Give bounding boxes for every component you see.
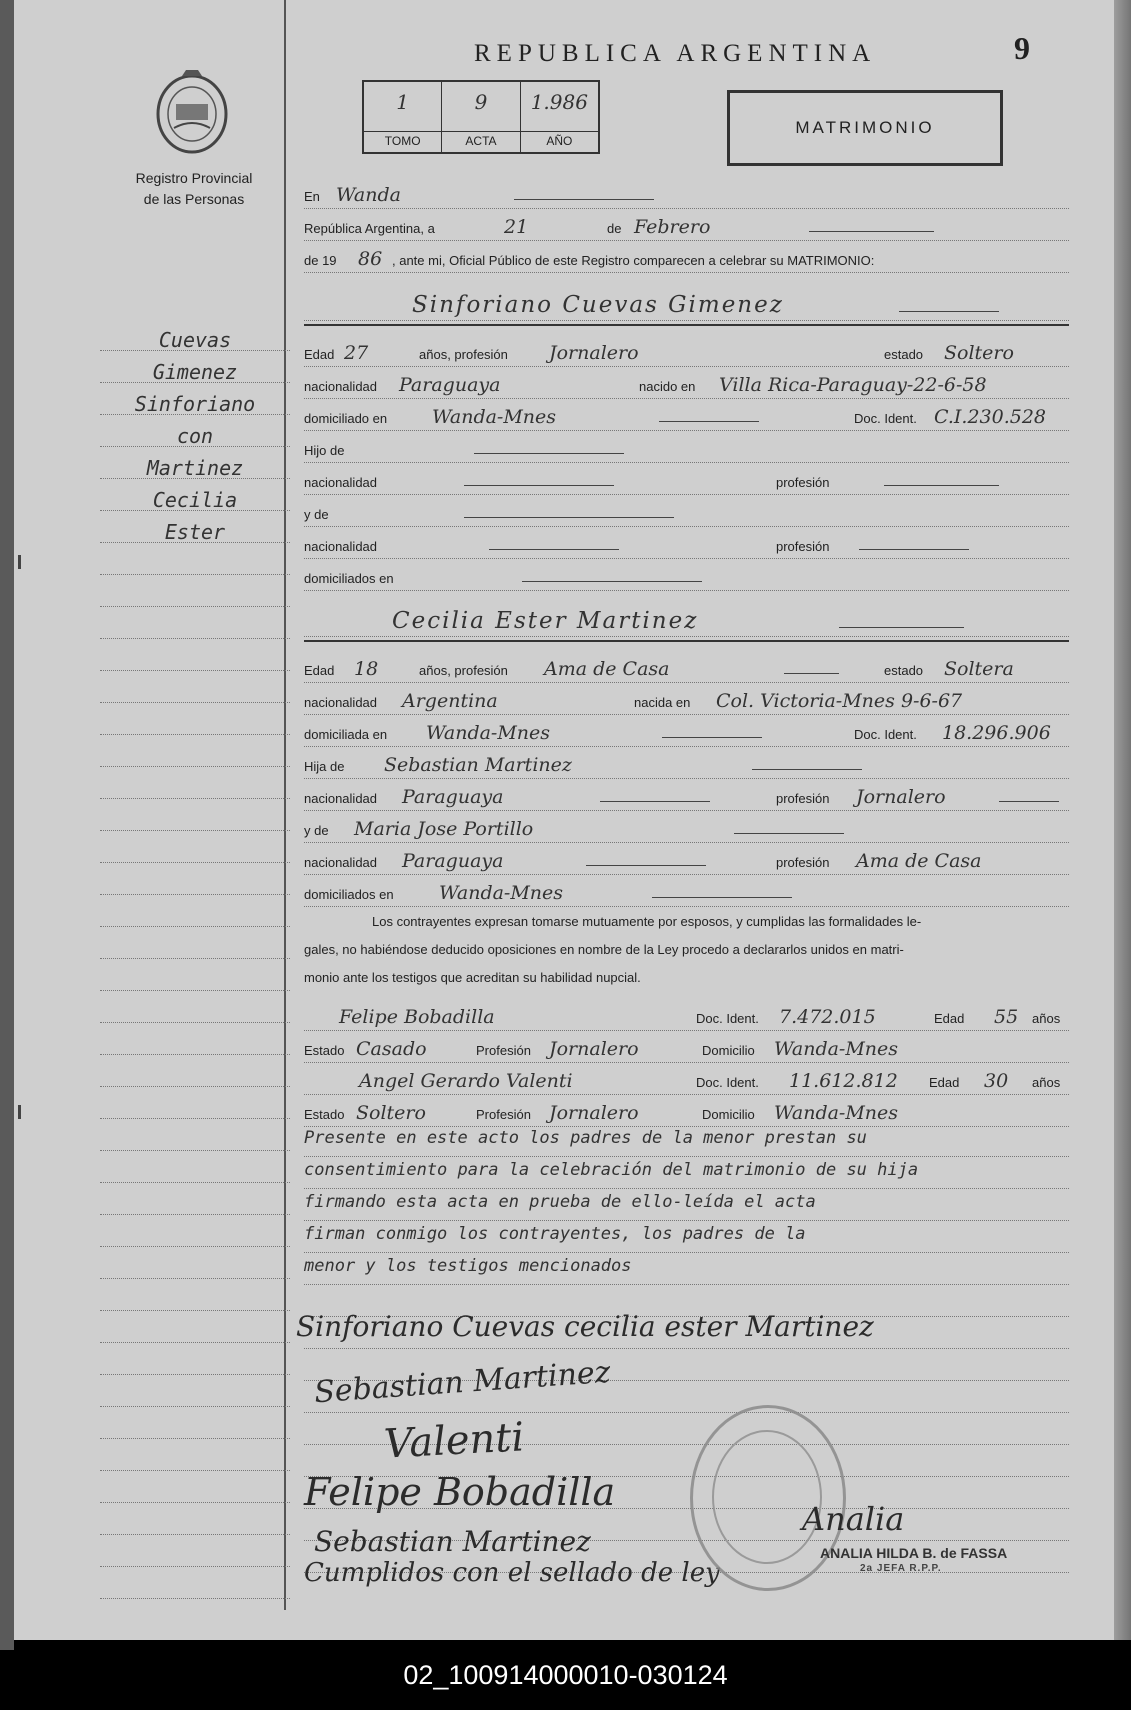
- groom-name: Sinforiano Cuevas Gimenez: [412, 292, 784, 318]
- filler-dash: [489, 549, 619, 550]
- certificate-type-box: MATRIMONIO: [727, 90, 1003, 166]
- bride-parents-domicile: Wanda-Mnes: [439, 882, 564, 904]
- row-bride-father: [304, 748, 1069, 779]
- officer-signature: Analia: [802, 1500, 905, 1538]
- acta-value: 9: [474, 90, 488, 114]
- acta-label: ACTA: [442, 131, 519, 148]
- margin-ruled-line: [100, 990, 290, 991]
- label-estado: Estado: [304, 1107, 345, 1122]
- label-nacionalidad: nacionalidad: [304, 475, 378, 490]
- signature-father: Sebastian Martinez: [313, 1354, 612, 1411]
- row-bride-domicile: [304, 716, 1069, 747]
- bride-status: Soltera: [944, 658, 1014, 680]
- witness-1-status: Casado: [356, 1038, 427, 1060]
- label-profesion: Profesión: [476, 1043, 531, 1058]
- margin-name: Sinforiano: [134, 392, 256, 416]
- ceremony-month: Febrero: [634, 216, 711, 238]
- margin-name: con: [176, 424, 214, 448]
- margin-ruled-line: [100, 1470, 290, 1471]
- margin-ruled-line: [100, 1598, 290, 1599]
- certificate-page: [14, 0, 1114, 1640]
- sealed-note: Cumplidos con el sellado de ley: [304, 1558, 720, 1588]
- label-republica: República Argentina, a: [304, 221, 435, 236]
- official-stamp-inner: [712, 1430, 822, 1564]
- label-doc: Doc. Ident.: [854, 727, 917, 742]
- label-anios-profesion: años, profesión: [419, 663, 508, 678]
- margin-name: Cecilia: [152, 488, 238, 512]
- row-groom-father-nat: [304, 464, 1069, 495]
- witness-2-profession: Jornalero: [549, 1102, 639, 1124]
- margin-ruled-line: [100, 1182, 290, 1183]
- margin-ruled-line: [100, 1374, 290, 1375]
- anio-label: AÑO: [521, 131, 598, 148]
- binding-stitch: [18, 555, 21, 569]
- row-witness-1: [304, 1000, 1069, 1031]
- label-profesion: profesión: [776, 475, 830, 490]
- officer-role: 2a JEFA R.P.P.: [860, 1563, 942, 1574]
- groom-profession: Jornalero: [549, 342, 639, 364]
- margin-ruled-line: [100, 1150, 290, 1151]
- filler-dash: [784, 673, 839, 674]
- registry-name: [104, 168, 284, 210]
- image-caption: 02_100914000010-030124: [403, 1660, 728, 1690]
- label-nacionalidad: nacionalidad: [304, 791, 378, 806]
- filler-dash: [464, 517, 674, 518]
- margin-ruled-line: [100, 574, 290, 575]
- bride-profession: Ama de Casa: [544, 658, 670, 680]
- notes-ruled-line: [304, 1252, 1069, 1253]
- row-groom-nationality: [304, 368, 1069, 399]
- margin-ruled-line: [100, 606, 290, 607]
- officer-name: ANALIA HILDA B. de FASSA: [820, 1545, 1008, 1561]
- book-edge: [1114, 0, 1131, 1640]
- note-line: firmando esta acta en prueba de ello-leída el acta: [304, 1192, 816, 1212]
- groom-status: Soltero: [944, 342, 1014, 364]
- label-profesion: profesión: [776, 855, 830, 870]
- witness-1-age: 55: [994, 1006, 1019, 1028]
- row-bride-nationality: [304, 684, 1069, 715]
- bride-birthplace: Col. Victoria-Mnes 9-6-67: [716, 690, 963, 712]
- label-de: de: [607, 221, 622, 236]
- label-doc: Doc. Ident.: [854, 411, 917, 426]
- label-estado: Estado: [304, 1043, 345, 1058]
- margin-ruled-line: [100, 1118, 290, 1119]
- declaration-line: gales, no habiéndose deducido oposiciones en nombre de la Ley procedo a declararlos unidos en matri-: [304, 942, 904, 957]
- notes-ruled-line: [304, 1348, 1069, 1349]
- margin-ruled-line: [100, 1214, 290, 1215]
- binding-stitch: [18, 1105, 21, 1119]
- margin-column-divider: [284, 0, 286, 1610]
- row-groom-mother: [304, 496, 1069, 527]
- filler-dash: [839, 627, 964, 628]
- row-groom-domicile: [304, 400, 1069, 431]
- bride-father: Sebastian Martinez: [384, 754, 572, 776]
- margin-ruled-line: [100, 862, 290, 863]
- bride-name: Cecilia Ester Martinez: [392, 608, 699, 634]
- label-nacionalidad: nacionalidad: [304, 379, 378, 394]
- row-year: [304, 242, 1069, 273]
- margin-ruled-line: [100, 1534, 290, 1535]
- label-anios: años: [1032, 1075, 1061, 1090]
- witness-1-doc: 7.472.015: [779, 1006, 876, 1028]
- signature-valenti: Valenti: [382, 1414, 526, 1468]
- row-groom-age: [304, 336, 1069, 367]
- margin-ruled-line: [100, 1022, 290, 1023]
- ceremony-year: 86: [358, 248, 383, 270]
- label-year-text: , ante mi, Oficial Público de este Registro comparecen a celebrar su MATRIMONIO:: [392, 253, 875, 268]
- witness-1-profession: Jornalero: [549, 1038, 639, 1060]
- groom-age: 27: [344, 342, 369, 364]
- margin-name: Martinez: [146, 456, 244, 480]
- filler-dash: [999, 801, 1059, 802]
- registry-line-1: Registro Provincial: [135, 170, 253, 186]
- row-bride-mother-nat: [304, 844, 1069, 875]
- label-domiciliados: domiciliados en: [304, 571, 394, 586]
- margin-ruled-line: [100, 1502, 290, 1503]
- declaration-text: [304, 908, 1069, 992]
- bride-doc: 18.296.906: [942, 722, 1051, 744]
- row-date: [304, 210, 1069, 241]
- margin-ruled-line: [100, 1278, 290, 1279]
- margin-ruled-line: [100, 958, 290, 959]
- provincial-seal-icon: [152, 68, 232, 156]
- label-domiciliados: domiciliados en: [304, 887, 394, 902]
- margin-ruled-line: [100, 894, 290, 895]
- margin-ruled-line: [100, 1406, 290, 1407]
- row-groom-mother-nat: [304, 528, 1069, 559]
- filler-dash: [464, 485, 614, 486]
- margin-ruled-line: [100, 1566, 290, 1567]
- label-anios: años: [1032, 1011, 1061, 1026]
- bride-mother-nationality: Paraguaya: [402, 850, 504, 872]
- margin-ruled-line: [100, 1086, 290, 1087]
- row-bride-father-nat: [304, 780, 1069, 811]
- label-hijo-de: Hijo de: [304, 443, 345, 458]
- label-hija-de: Hija de: [304, 759, 345, 774]
- label-profesion: Profesión: [476, 1107, 531, 1122]
- tomo-label: TOMO: [364, 131, 441, 148]
- filler-dash: [522, 581, 702, 582]
- label-y-de: y de: [304, 507, 329, 522]
- label-profesion: profesión: [776, 539, 830, 554]
- ceremony-place: Wanda: [336, 184, 401, 206]
- note-line: Presente en este acto los padres de la menor prestan su: [304, 1128, 867, 1148]
- notes-ruled-line: [304, 1220, 1069, 1221]
- declaration-line: monio ante los testigos que acreditan su habilidad nupcial.: [304, 970, 641, 985]
- filler-dash: [659, 421, 759, 422]
- row-bride-parents-domicile: [304, 876, 1069, 907]
- label-y-de: y de: [304, 823, 329, 838]
- bride-domicile: Wanda-Mnes: [426, 722, 551, 744]
- filler-dash: [652, 897, 792, 898]
- witness-2-domicile: Wanda-Mnes: [774, 1102, 899, 1124]
- filler-dash: [734, 833, 844, 834]
- row-witness-2: [304, 1064, 1069, 1095]
- label-domicilio: Domicilio: [702, 1043, 755, 1058]
- filler-dash: [514, 199, 654, 200]
- book-binding: [0, 0, 14, 1650]
- label-year-prefix: de 19: [304, 253, 337, 268]
- row-witness-2-details: [304, 1096, 1069, 1127]
- label-profesion: profesión: [776, 791, 830, 806]
- row-groom-name: [304, 284, 1069, 321]
- margin-ruled-line: [100, 798, 290, 799]
- note-line: consentimiento para la celebración del matrimonio de su hija: [304, 1160, 919, 1180]
- label-domicilio: Domicilio: [702, 1107, 755, 1122]
- margin-ruled-line: [100, 766, 290, 767]
- section-separator: [304, 324, 1069, 326]
- bride-nationality: Argentina: [402, 690, 498, 712]
- bride-mother: Maria Jose Portillo: [354, 818, 534, 840]
- margin-name: Gimenez: [152, 360, 238, 384]
- bride-father-profession: Jornalero: [856, 786, 946, 808]
- filler-dash: [809, 231, 934, 232]
- margin-ruled-line: [100, 702, 290, 703]
- witness-2-status: Soltero: [356, 1102, 426, 1124]
- filler-dash: [884, 485, 999, 486]
- signature-couple: Sinforiano Cuevas cecilia ester Martinez: [296, 1310, 874, 1343]
- margin-ruled-line: [100, 1054, 290, 1055]
- row-witness-1-details: [304, 1032, 1069, 1063]
- filler-dash: [752, 769, 862, 770]
- label-nacionalidad: nacionalidad: [304, 855, 378, 870]
- witness-2-name: Angel Gerardo Valenti: [359, 1070, 573, 1092]
- label-estado: estado: [884, 663, 924, 678]
- ceremony-day: 21: [504, 216, 529, 238]
- declaration-line: Los contrayentes expresan tomarse mutuamente por esposos, y cumplidas las formalidades le-: [372, 914, 922, 929]
- filler-dash: [600, 801, 710, 802]
- filler-dash: [859, 549, 969, 550]
- groom-nationality: Paraguaya: [399, 374, 501, 396]
- label-anios-profesion: años, profesión: [419, 347, 508, 362]
- label-domiciliada: domiciliada en: [304, 727, 388, 742]
- notes-ruled-line: [304, 1188, 1069, 1189]
- groom-doc: C.I.230.528: [934, 406, 1047, 428]
- label-edad: Edad: [304, 663, 335, 678]
- margin-ruled-line: [100, 670, 290, 671]
- acta-cell: [442, 82, 520, 152]
- margin-ruled-line: [100, 926, 290, 927]
- label-nacionalidad: nacionalidad: [304, 539, 378, 554]
- margin-ruled-line: [100, 1310, 290, 1311]
- label-doc-ident: Doc. Ident.: [696, 1011, 759, 1026]
- margin-ruled-line: [100, 830, 290, 831]
- registry-line-2: de las Personas: [143, 191, 245, 207]
- section-separator: [304, 640, 1069, 642]
- label-edad: Edad: [934, 1011, 965, 1026]
- row-groom-parents-domicile: [304, 560, 1069, 591]
- label-edad: Edad: [929, 1075, 960, 1090]
- margin-ruled-line: [100, 1246, 290, 1247]
- notes-ruled-line: [304, 1412, 1069, 1413]
- groom-domicile: Wanda-Mnes: [432, 406, 557, 428]
- signature-martinez: Sebastian Martinez: [314, 1525, 591, 1558]
- margin-ruled-line: [100, 1438, 290, 1439]
- bride-father-nationality: Paraguaya: [402, 786, 504, 808]
- country-title: REPUBLICA ARGENTINA: [474, 40, 877, 67]
- signature-bobadilla: Felipe Bobadilla: [304, 1470, 616, 1514]
- label-domiciliado: domiciliado en: [304, 411, 388, 426]
- page-number: 9: [1014, 30, 1030, 66]
- label-nacida-en: nacida en: [634, 695, 691, 710]
- note-line: firman conmigo los contrayentes, los padres de la: [304, 1224, 806, 1244]
- notes-ruled-line: [304, 1156, 1069, 1157]
- row-bride-age: [304, 652, 1069, 683]
- notes-ruled-line: [304, 1284, 1069, 1285]
- row-bride-mother: [304, 812, 1069, 843]
- witness-1-name: Felipe Bobadilla: [339, 1006, 495, 1028]
- filler-dash: [474, 453, 624, 454]
- tomo-value: 1: [396, 90, 410, 114]
- label-nacido-en: nacido en: [639, 379, 696, 394]
- witness-1-domicile: Wanda-Mnes: [774, 1038, 899, 1060]
- margin-ruled-line: [100, 638, 290, 639]
- row-place: [304, 178, 1069, 209]
- label-en: En: [304, 189, 320, 204]
- label-doc-ident: Doc. Ident.: [696, 1075, 759, 1090]
- row-groom-father: [304, 432, 1069, 463]
- margin-name: Ester: [164, 520, 226, 544]
- label-edad: Edad: [304, 347, 335, 362]
- anio-cell: [521, 82, 598, 152]
- filler-dash: [662, 737, 762, 738]
- bride-age: 18: [354, 658, 379, 680]
- bride-mother-profession: Ama de Casa: [856, 850, 982, 872]
- margin-ruled-line: [100, 1342, 290, 1343]
- label-nacionalidad: nacionalidad: [304, 695, 378, 710]
- label-estado: estado: [884, 347, 924, 362]
- groom-birthplace: Villa Rica-Paraguay-22-6-58: [719, 374, 987, 396]
- row-bride-name: [304, 600, 1069, 637]
- note-line: menor y los testigos mencionados: [304, 1256, 632, 1276]
- witness-2-age: 30: [984, 1070, 1009, 1092]
- margin-ruled-line: [100, 734, 290, 735]
- record-number-box: [362, 80, 600, 154]
- witness-2-doc: 11.612.812: [789, 1070, 898, 1092]
- filler-dash: [899, 311, 999, 312]
- margin-name: Cuevas: [158, 328, 232, 352]
- filler-dash: [586, 865, 706, 866]
- tomo-cell: [364, 82, 442, 152]
- anio-value: 1.986: [530, 90, 588, 114]
